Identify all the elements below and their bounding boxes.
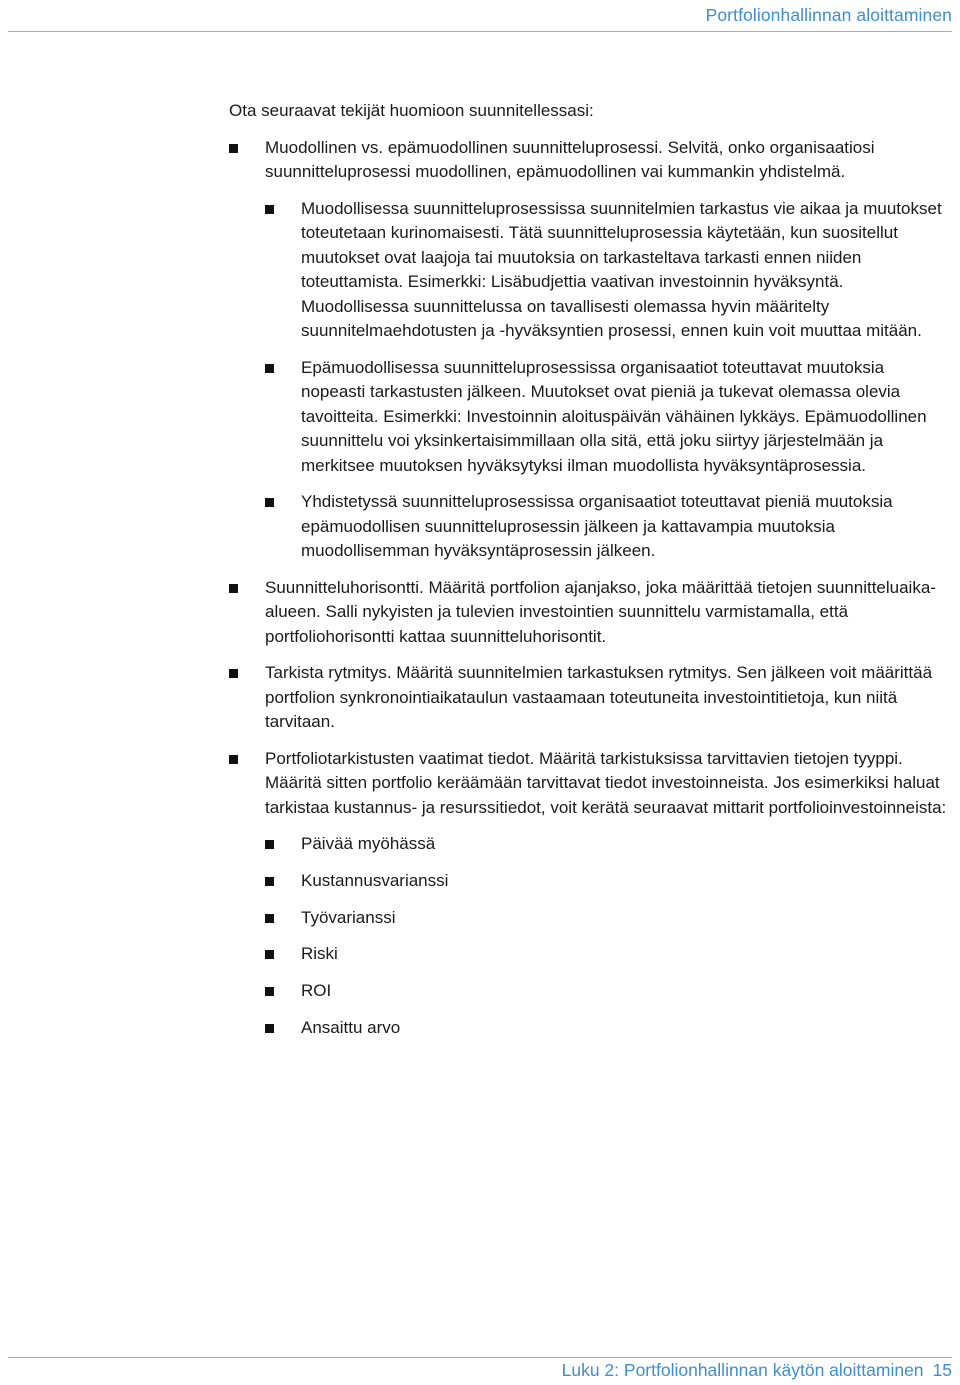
square-bullet-icon: [265, 498, 274, 507]
page-number: 15: [932, 1360, 952, 1380]
metrics-sublist: [265, 832, 949, 1040]
sublist-item-text: Muodollisessa suunnitteluprosessissa suunnitelmien tarkastus vie aikaa ja muutokset toteutetaan kurinomaisesti. Tätä suunnitteluprosessia käytetään, kun suositellut muutokset ovat laajoja tai muutoksia on tarkasteltava tarkasti ennen niiden toteuttamista. Esimerkki: Lisäbudjettia vaativan investoinnin hyväksyntä. Muodollisessa suunnittelussa on tavallisesti olemassa hyvin määritelty suunnitelmaehdotusten ja -hyväksyntien prosessi, ennen kuin voit muuttaa mitään.: [301, 198, 942, 340]
list-item-text: Suunnitteluhorisontti. Määritä portfolion ajanjakso, joka määrittää tietojen suunnitteluaika-alueen. Salli nykyisten ja tulevien investointien suunnittelu varmistamalla, että portfoliohorisontti kattaa suunnitteluhorisontit.: [265, 577, 936, 646]
metric-item: [265, 1016, 949, 1041]
square-bullet-icon: [229, 144, 238, 153]
metric-item-text: Ansaittu arvo: [301, 1017, 401, 1037]
intro-paragraph: Ota seuraavat tekijät huomioon suunnitellessasi:: [229, 101, 594, 120]
list-item-review-data: [229, 747, 949, 1041]
planning-factors-list: [229, 136, 949, 1041]
square-bullet-icon: [265, 840, 274, 849]
square-bullet-icon: [265, 364, 274, 373]
square-bullet-icon: [265, 877, 274, 886]
metric-item-text: ROI: [301, 981, 332, 1001]
list-item-formal-vs-informal: [229, 136, 949, 564]
page-footer: [562, 1360, 952, 1381]
sublist-item-formal: [265, 197, 949, 344]
planning-process-sublist: [265, 197, 949, 564]
sublist-item-text: Epämuodollisessa suunnitteluprosessissa organisaatiot toteuttavat muutoksia nopeasti tarkastusten jälkeen. Muutokset ovat pieniä ja tukevat olemassa olevia tavoitteita. Esimerkki: Investoinnin aloituspäivän vähäinen lykkäys. Epämuodollinen suunnittelu voi yksinkertaisimmillaan olla sitä, että joku siirtyy järjestelmään ja merkitsee muutoksen hyväksytyksi ilman muodollista hyväksyntäprosessia.: [301, 357, 927, 475]
sublist-item-informal: [265, 356, 949, 479]
square-bullet-icon: [265, 205, 274, 214]
metric-item-text: Työvarianssi: [301, 907, 396, 927]
metric-item: [265, 869, 949, 894]
list-item-review-cadence: [229, 661, 949, 735]
metric-item-text: Päivää myöhässä: [301, 834, 436, 853]
square-bullet-icon: [265, 950, 274, 959]
list-item-text: Tarkista rytmitys. Määritä suunnitelmien tarkastuksen rytmitys. Sen jälkeen voit määrittää portfolion synkronointiaikataulun vastaamaan toteutuneita investointitietoja, kun niitä tarvitaan.: [265, 663, 933, 731]
running-header-title: Portfolionhallinnan aloittaminen: [705, 5, 952, 25]
page-body: [229, 99, 949, 1053]
list-item-text: Portfoliotarkistusten vaatimat tiedot. Määritä tarkistuksissa tarvittavien tietojen tyyppi. Määritä sitten portfolio keräämään tarvittavat tiedot investoinneista. Jos esimerkiksi haluat tarkistaa kustannus- ja resurssitiedot, voit kerätä seuraavat mittarit portfolioinvestoinneista:: [265, 748, 947, 817]
metric-item: [265, 906, 949, 931]
square-bullet-icon: [229, 755, 238, 764]
metric-item: [265, 942, 949, 967]
square-bullet-icon: [265, 1024, 274, 1033]
square-bullet-icon: [229, 584, 238, 593]
list-item-planning-horizon: [229, 576, 949, 650]
metric-item-text: Riski: [301, 944, 338, 964]
metric-item: [265, 979, 949, 1004]
square-bullet-icon: [265, 914, 274, 923]
header-rule: [8, 31, 952, 32]
footer-rule: [8, 1357, 952, 1358]
square-bullet-icon: [265, 987, 274, 996]
sublist-item-combined: [265, 490, 949, 564]
sublist-item-text: Yhdistetyssä suunnitteluprosessissa organisaatiot toteuttavat pieniä muutoksia epämuodollisen suunnitteluprosessin jälkeen ja kattavampia muutoksia muodollisemman hyväksyntäprosessin jälkeen.: [301, 492, 893, 560]
metric-item-text: Kustannusvarianssi: [301, 870, 449, 890]
metric-item: [265, 832, 949, 857]
list-item-text: Muodollinen vs. epämuodollinen suunnitteluprosessi. Selvitä, onko organisaatiosi suunnitteluprosessi muodollinen, epämuodollinen vai kummankin yhdistelmä.: [265, 137, 875, 181]
footer-chapter-title: Luku 2: Portfolionhallinnan käytön aloittaminen: [561, 1360, 924, 1380]
square-bullet-icon: [229, 669, 238, 678]
